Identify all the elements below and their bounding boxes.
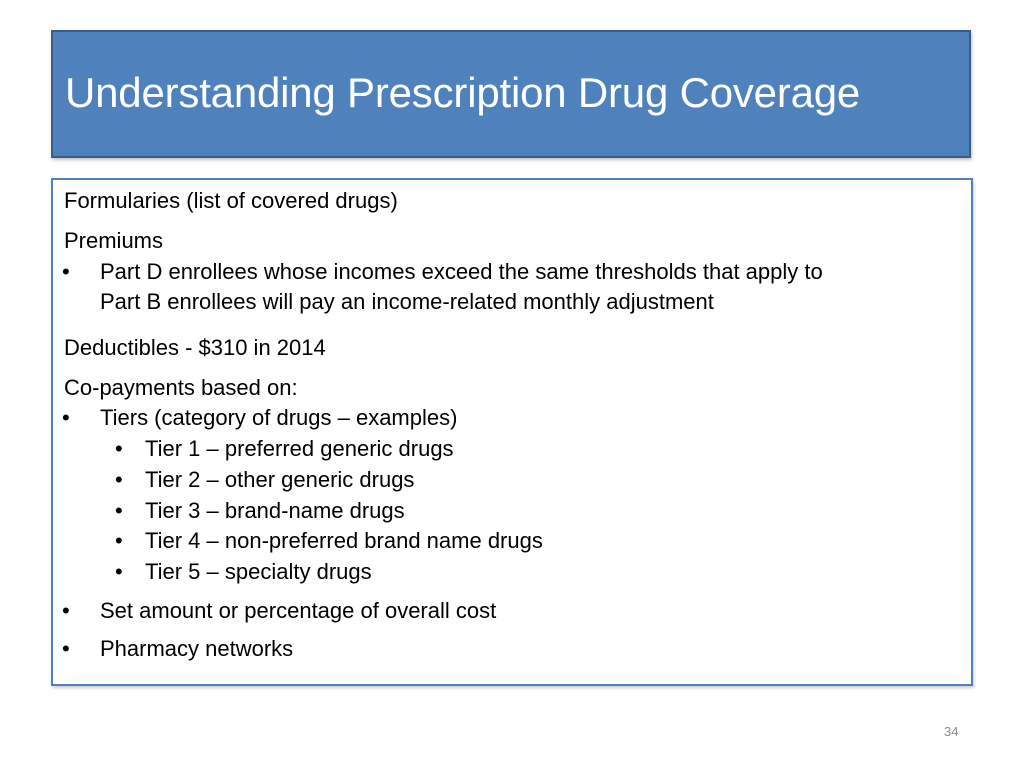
tier-3-text: Tier 3 – brand-name drugs [145, 498, 405, 523]
tiers-heading: Tiers (category of drugs – examples) [100, 405, 458, 430]
copayments-heading: Co-payments based on: [64, 375, 298, 400]
set-amount-text: Set amount or percentage of overall cost [100, 598, 497, 623]
deductibles-text: Deductibles - $310 in 2014 [64, 335, 326, 360]
sub-bullet-icon: • [115, 467, 123, 492]
premiums-heading: Premiums [64, 228, 164, 253]
page-number: 34 [944, 724, 959, 739]
tier-4-text: Tier 4 – non-preferred brand name drugs [145, 528, 543, 553]
tier-1-text: Tier 1 – preferred generic drugs [145, 436, 454, 461]
tier-2-text: Tier 2 – other generic drugs [145, 467, 415, 492]
bullet-icon: • [62, 598, 70, 623]
bullet-icon: • [62, 259, 70, 284]
sub-bullet-icon: • [115, 559, 123, 584]
content-box [51, 178, 973, 686]
tier-5-text: Tier 5 – specialty drugs [145, 559, 372, 584]
bullet-icon: • [62, 405, 70, 430]
slide-title: Understanding Prescription Drug Coverage [65, 69, 861, 116]
sub-bullet-icon: • [115, 498, 123, 523]
sub-bullet-icon: • [115, 528, 123, 553]
title-box [51, 30, 971, 158]
premiums-bullet-line1: Part D enrollees whose incomes exceed the same thresholds that apply to [100, 259, 823, 284]
formularies-text: Formularies (list of covered drugs) [64, 188, 398, 213]
bullet-icon: • [62, 636, 70, 661]
pharmacy-networks-text: Pharmacy networks [100, 636, 294, 661]
sub-bullet-icon: • [115, 436, 123, 461]
premiums-bullet-line2: Part B enrollees will pay an income-related monthly adjustment [100, 289, 714, 314]
